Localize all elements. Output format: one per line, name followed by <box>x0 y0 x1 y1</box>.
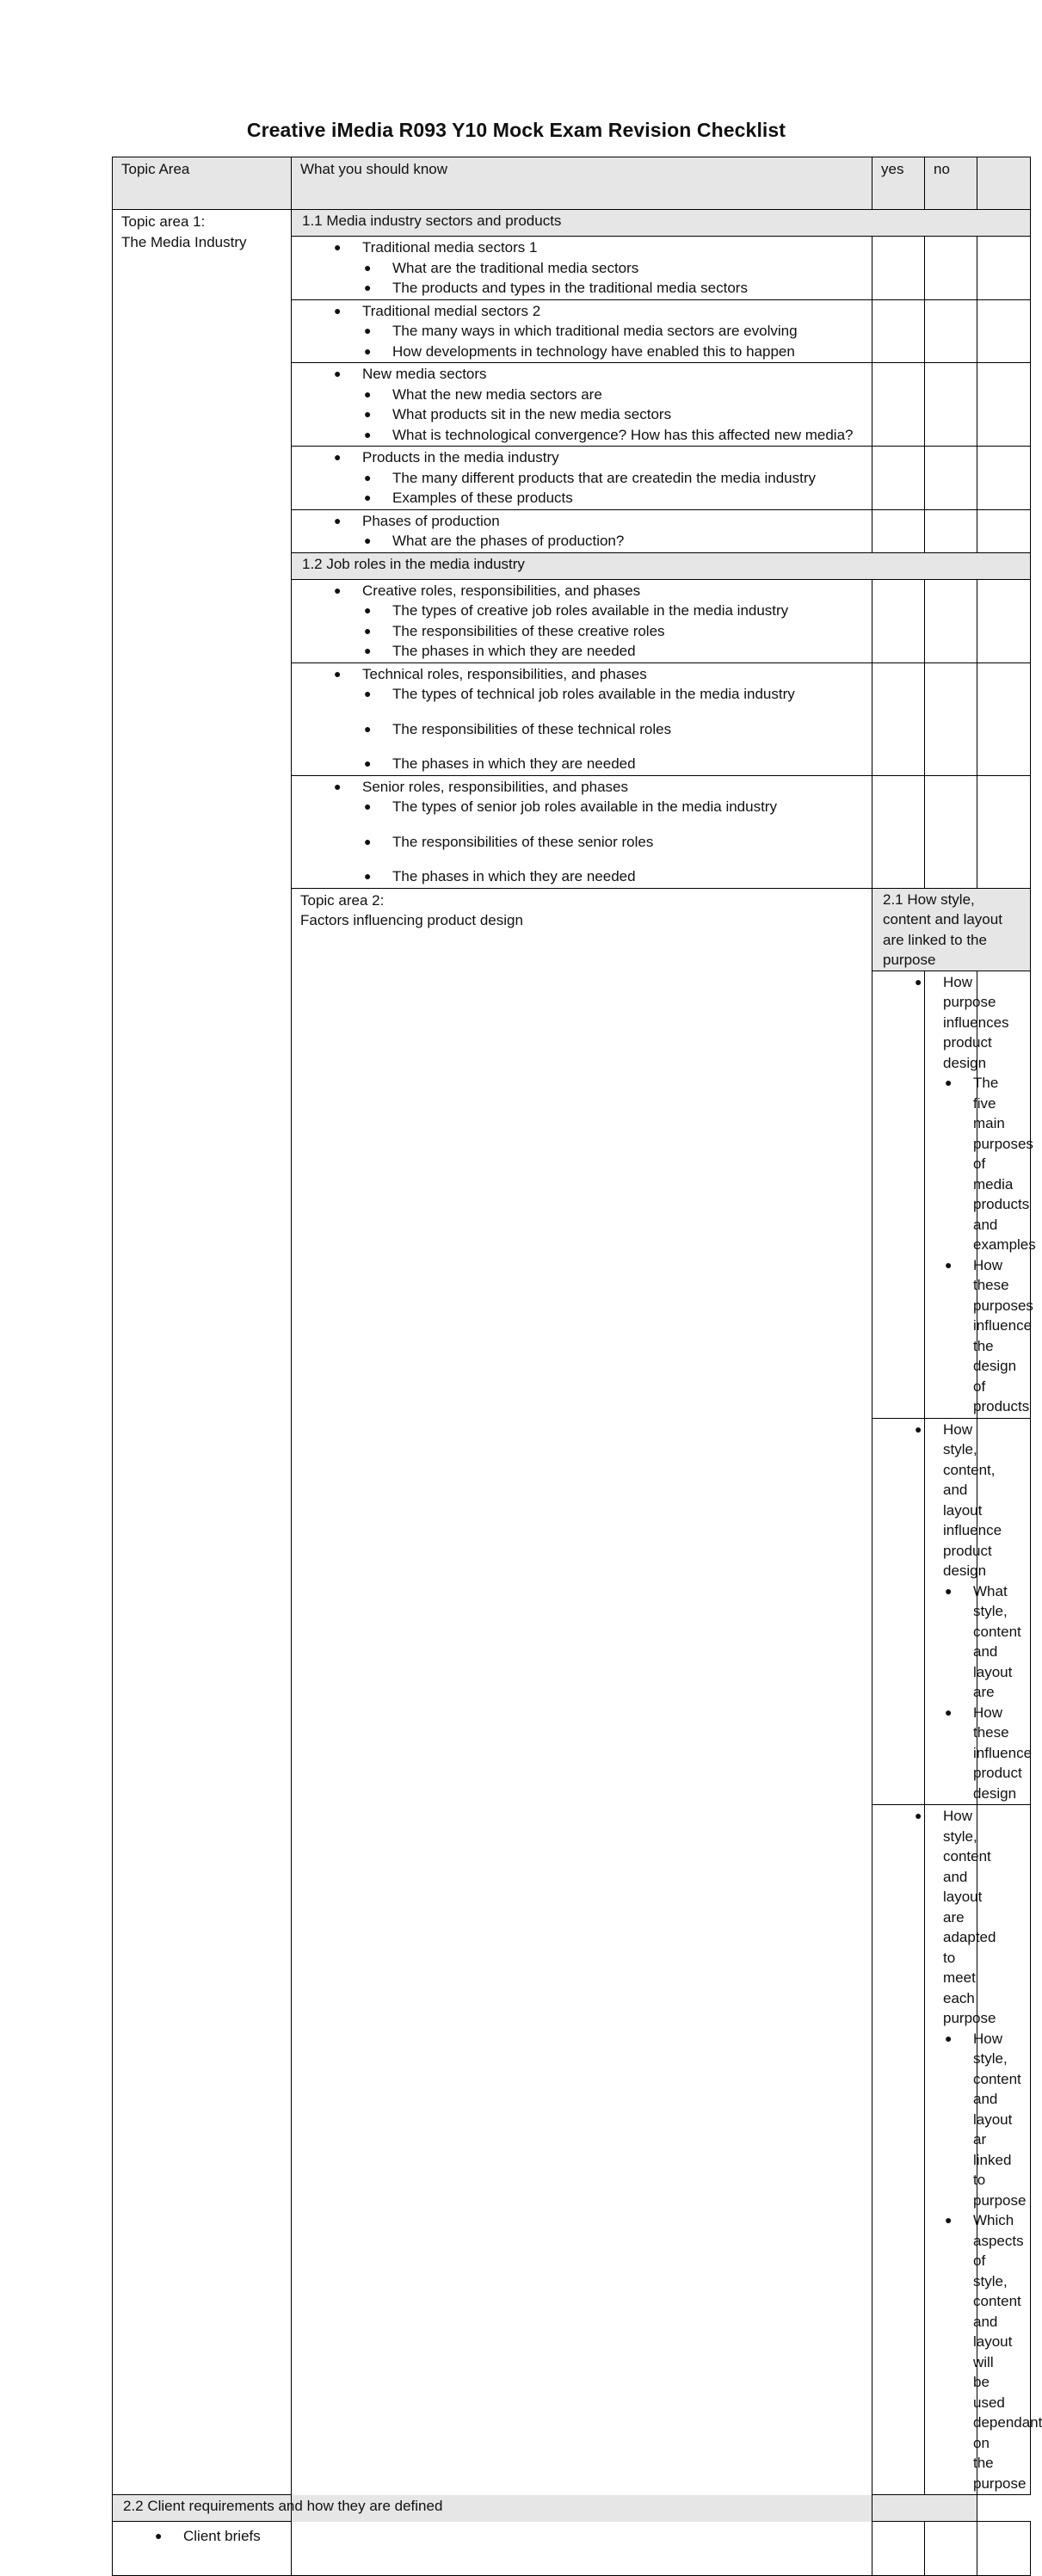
extra-cell[interactable] <box>977 2522 1031 2576</box>
sub-item: The phases in which they are needed <box>392 755 636 772</box>
bullet-icon: ● <box>364 623 372 638</box>
section-heading: 2.2 Client requirements and how they are defined <box>113 2495 977 2522</box>
topic-2-label: Topic area 2: <box>300 891 385 909</box>
bullet-icon: ● <box>334 450 342 464</box>
sub-item: Examples of these products <box>392 490 573 506</box>
yes-checkbox[interactable] <box>872 775 925 888</box>
sub-item: The types of creative job roles available in the media industry <box>392 602 789 619</box>
bullet-icon: ● <box>945 2031 953 2045</box>
bullet-icon: ● <box>364 470 372 484</box>
sub-item: The phases in which they are needed <box>392 643 636 659</box>
bullet-icon: ● <box>945 1075 953 1089</box>
extra-cell[interactable] <box>977 447 1031 510</box>
extra-cell[interactable] <box>977 363 1031 447</box>
bullet-icon: ● <box>364 427 372 441</box>
section-row <box>113 2495 1031 2522</box>
page-title: Creative iMedia R093 Y10 Mock Exam Revision Checklist <box>246 119 786 141</box>
bullet-icon: ● <box>364 343 372 358</box>
extra-cell[interactable] <box>977 662 1031 775</box>
bullet-icon: ● <box>364 386 372 401</box>
topic-1-label: Topic area 1: <box>121 213 206 230</box>
extra-cell[interactable] <box>977 237 1031 300</box>
section-heading: 2.1 How style, content and layout are linked to the purpose <box>872 888 1031 971</box>
bullet-icon: ● <box>364 407 372 421</box>
extra-cell[interactable] <box>977 579 1031 662</box>
item-label: How style, content, and layout influence product design <box>943 1420 1002 1579</box>
bullet-icon: ● <box>364 799 372 813</box>
no-checkbox[interactable] <box>925 662 977 775</box>
yes-checkbox[interactable] <box>872 299 925 363</box>
topic-2-name: Factors influencing product design <box>300 912 523 928</box>
bullet-icon: ● <box>364 603 372 617</box>
item-label: Technical roles, responsibilities, and phases <box>362 665 647 682</box>
bullet-icon: ● <box>945 1583 953 1598</box>
yes-checkbox[interactable] <box>872 579 925 662</box>
no-checkbox[interactable] <box>925 447 977 510</box>
bullet-icon: ● <box>945 1257 953 1272</box>
topic-1-name: The Media Industry <box>121 233 247 250</box>
no-checkbox[interactable] <box>925 299 977 363</box>
bullet-icon: ● <box>915 1809 922 1822</box>
item-label: Traditional media sectors 1 <box>362 239 538 256</box>
sub-item: How developments in technology have enabled this to happen <box>392 342 795 360</box>
sub-item: The many different products that are createdin the media industry <box>392 469 817 486</box>
item-label: New media sectors <box>362 366 487 382</box>
bullet-icon: ● <box>364 869 372 883</box>
header-topic-area: Topic Area <box>121 161 190 177</box>
yes-checkbox[interactable] <box>872 662 925 775</box>
item-label: Phases of production <box>362 512 500 529</box>
bullet-icon: ● <box>945 1704 953 1719</box>
topic-area-2 <box>292 888 872 2576</box>
item-label: Client briefs <box>183 2528 261 2544</box>
bullet-icon: ● <box>364 533 372 547</box>
bullet-icon: ● <box>364 280 372 294</box>
sub-item: The responsibilities of these senior roles <box>392 833 654 850</box>
header-extra <box>977 157 1030 161</box>
bullet-icon: ● <box>364 756 372 770</box>
bullet-icon: ● <box>915 1421 922 1436</box>
section-heading: 1.1 Media industry sectors and products <box>292 210 1031 237</box>
bullet-icon: ● <box>364 834 372 848</box>
bullet-icon: ● <box>334 240 342 254</box>
bullet-icon: ● <box>334 779 342 793</box>
sub-item: How style, content and layout ar linked to purpose <box>973 2030 1027 2209</box>
section-heading: 1.2 Job roles in the media industry <box>292 552 1031 579</box>
sub-item: The many ways in which traditional media sectors are evolving <box>392 323 798 339</box>
section-row <box>113 210 1031 237</box>
bullet-icon: ● <box>334 303 342 317</box>
bullet-icon: ● <box>364 644 372 657</box>
yes-checkbox[interactable] <box>872 447 925 510</box>
no-checkbox[interactable] <box>925 2522 977 2576</box>
bullet-icon: ● <box>334 367 342 380</box>
sub-item: Which aspects of style, content and layout will be used dependant on the purpose <box>973 2212 1042 2492</box>
header-yes: yes <box>881 161 904 177</box>
item-label: How style, content and layout are adapted to meet each purpose <box>943 1808 996 2026</box>
sub-item: How these purposes influence the design of products <box>973 1256 1033 1414</box>
yes-checkbox[interactable] <box>872 363 925 447</box>
sub-item: The phases in which they are needed <box>392 868 636 884</box>
sub-item: The five main purposes of media products and examples <box>973 1075 1036 1253</box>
sub-item: What is technological convergence? How has this affected new media? <box>392 426 854 443</box>
bullet-icon: ● <box>364 721 372 736</box>
bullet-icon: ● <box>334 513 342 527</box>
header-no: no <box>934 161 950 177</box>
header-row <box>113 157 1031 210</box>
bullet-icon: ● <box>364 324 372 337</box>
yes-checkbox[interactable] <box>872 237 925 300</box>
extra-cell[interactable] <box>977 775 1031 888</box>
item-label: Products in the media industry <box>362 449 559 465</box>
yes-checkbox[interactable] <box>872 2522 925 2576</box>
bullet-icon: ● <box>364 260 372 274</box>
sub-item: The types of technical job roles available in the media industry <box>392 686 795 702</box>
bullet-icon: ● <box>155 2529 163 2542</box>
sub-item: The responsibilities of these technical roles <box>392 720 672 737</box>
extra-cell[interactable] <box>977 299 1031 363</box>
item-label: Senior roles, responsibilities, and phases <box>362 778 629 795</box>
sub-item: What are the traditional media sectors <box>392 259 639 276</box>
header-what-you-should-know: What you should know <box>300 161 448 177</box>
no-checkbox[interactable] <box>925 237 977 300</box>
sub-item: How these influence product design <box>973 1704 1033 1802</box>
no-checkbox[interactable] <box>925 775 977 888</box>
bullet-icon: ● <box>364 490 372 504</box>
sub-item: The products and types in the traditional media sectors <box>392 280 748 296</box>
no-checkbox[interactable] <box>925 579 977 662</box>
topic-area-1 <box>113 210 292 2495</box>
item-label: Traditional medial sectors 2 <box>362 302 541 319</box>
sub-item: The types of senior job roles available in the media industry <box>392 798 777 815</box>
item-label: How purpose influences product design <box>943 973 1009 1071</box>
revision-checklist-table <box>112 157 1042 2576</box>
sub-item: What are the phases of production? <box>392 533 625 549</box>
sub-item: What style, content and layout are <box>973 1582 1021 1700</box>
no-checkbox[interactable] <box>925 509 977 552</box>
bullet-icon: ● <box>334 582 342 597</box>
extra-cell[interactable] <box>977 509 1031 552</box>
no-checkbox[interactable] <box>925 363 977 447</box>
yes-checkbox[interactable] <box>872 509 925 552</box>
bullet-icon: ● <box>334 666 342 681</box>
bullet-icon: ● <box>915 974 922 989</box>
bullet-icon: ● <box>945 2213 953 2227</box>
sub-item: What the new media sectors are <box>392 385 602 403</box>
sub-item: The responsibilities of these creative roles <box>392 622 665 639</box>
bullet-icon: ● <box>364 687 372 700</box>
item-label: Creative roles, responsibilities, and phases <box>362 582 641 599</box>
sub-item: What products sit in the new media sectors <box>392 406 672 422</box>
